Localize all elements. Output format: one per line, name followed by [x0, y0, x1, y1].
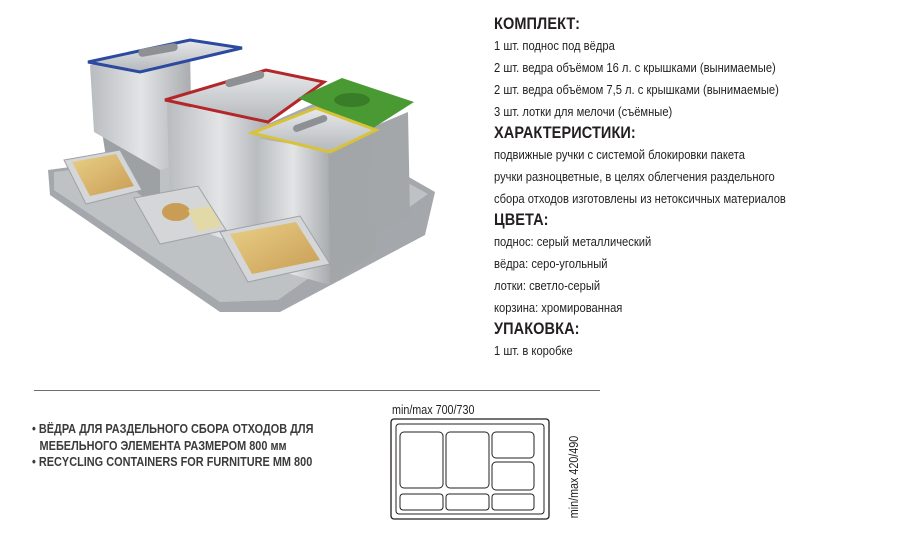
depth-dimension-label: min/max 420/490 — [567, 435, 581, 519]
colors-item: поднос: серый металлический — [494, 234, 652, 249]
features-item: подвижные ручки с системой блокировки пакета — [494, 147, 745, 162]
top-view-diagram — [390, 418, 550, 520]
width-dimension-label: min/max 700/730 — [392, 403, 475, 417]
set-title: КОМПЛЕКТ: — [494, 15, 581, 33]
colors-item: корзина: хромированная — [494, 300, 623, 315]
description-ru-line2: МЕБЕЛЬНОГО ЭЛЕМЕНТА РАЗМЕРОМ 800 мм — [39, 437, 287, 453]
features-item: ручки разноцветные, в целях облегчения раздельного — [494, 169, 775, 184]
description-ru-line1: • ВЁДРА ДЛЯ РАЗДЕЛЬНОГО СБОРА ОТХОДОВ ДЛЯ — [32, 421, 314, 436]
product-photo — [30, 20, 450, 340]
features-title: ХАРАКТЕРИСТИКИ: — [494, 124, 636, 142]
colors-item: вёдра: серо-угольный — [494, 256, 608, 271]
product-description — [32, 421, 392, 471]
packing-title: УПАКОВКА: — [494, 320, 580, 338]
set-item: 2 шт. ведра объёмом 7,5 л. с крышками (вынимаемые) — [494, 82, 779, 97]
specifications — [494, 14, 894, 362]
features-item: сбора отходов изготовлены из нетоксичных материалов — [494, 191, 786, 206]
colors-item: лотки: светло-серый — [494, 278, 601, 293]
description-en-line: • RECYCLING CONTAINERS FOR FURNITURE MM 800 — [32, 454, 313, 469]
set-item: 2 шт. ведра объёмом 16 л. с крышками (вынимаемые) — [494, 60, 776, 75]
set-item: 3 шт. лотки для мелочи (съёмные) — [494, 104, 673, 119]
packing-item: 1 шт. в коробке — [494, 343, 573, 358]
set-item: 1 шт. поднос под вёдра — [494, 38, 615, 53]
divider-line — [34, 390, 600, 391]
colors-title: ЦВЕТА: — [494, 211, 549, 229]
